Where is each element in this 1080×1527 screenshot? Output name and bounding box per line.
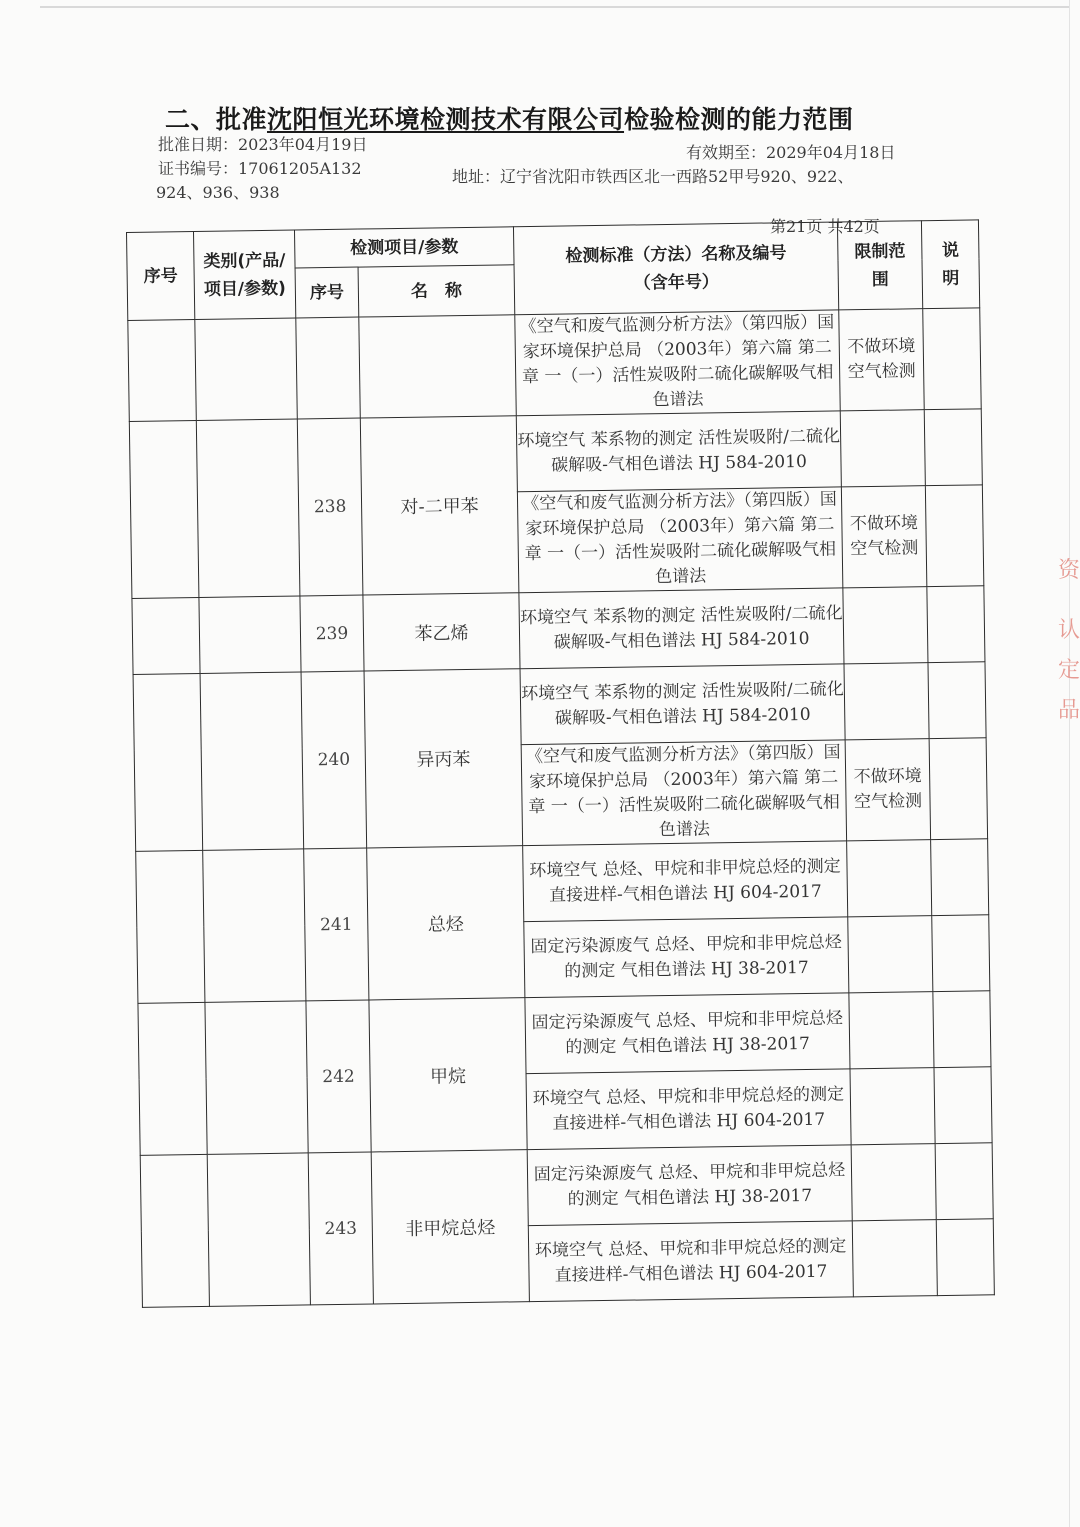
item-seq-cell: 241 xyxy=(304,848,369,1001)
title-company: 沈阳恒光环境检测技术有限公司 xyxy=(267,105,625,134)
category-cell xyxy=(207,1153,310,1306)
limit-cell xyxy=(852,1220,937,1297)
address-line-1: 地址：辽宁省沈阳市铁西区北一西路52甲号920、922、 xyxy=(452,167,854,186)
limit-cell: 不做环境空气检测 xyxy=(839,309,924,411)
item-seq-cell: 240 xyxy=(301,671,367,849)
item-name-cell: 总烃 xyxy=(367,846,525,1000)
standard-cell: 固定污染源废气 总烃、甲烷和非甲烷总烃的测定 气相色谱法 HJ 38-2017 xyxy=(527,1145,852,1226)
table-row xyxy=(132,586,985,675)
seq-cell xyxy=(129,420,199,598)
page-info: 第21页 共42页 xyxy=(770,217,880,236)
seq-cell xyxy=(128,319,196,421)
seq-cell xyxy=(138,1002,207,1155)
category-cell xyxy=(195,318,297,420)
header-category: 类别(产品/项目/参数) xyxy=(193,230,295,319)
note-cell xyxy=(928,662,986,739)
item-name-cell xyxy=(359,315,516,418)
standard-cell: 环境空气 总烃、甲烷和非甲烷总烃的测定 直接进样-气相色谱法 HJ 604-2017 xyxy=(526,1069,851,1150)
table-row xyxy=(133,662,986,751)
category-cell xyxy=(199,596,301,673)
limit-cell xyxy=(847,840,932,917)
limit-cell xyxy=(843,587,928,664)
item-name-cell: 甲烷 xyxy=(369,998,527,1152)
seq-cell xyxy=(133,673,203,851)
standard-cell: 《空气和废气监测分析方法》（第四版）国家环境保护总局 （2003年）第六篇 第二章 一（一）活性炭吸附二硫化碳解吸气相色谱法 xyxy=(515,310,840,416)
address-line-2: 924、936、938 xyxy=(156,183,280,202)
stamp-fragment: 资 xyxy=(1057,558,1080,583)
item-seq-cell: 239 xyxy=(300,595,364,672)
limit-cell xyxy=(848,916,933,993)
item-seq-cell: 243 xyxy=(308,1152,373,1305)
limit-cell: 不做环境空气检测 xyxy=(845,739,930,841)
table-row xyxy=(128,308,981,422)
note-cell xyxy=(929,738,987,840)
page-top-edge xyxy=(40,6,1070,8)
item-name-cell: 异丙苯 xyxy=(364,669,523,848)
approval-date: 批准日期：2023年04月19日 xyxy=(158,135,368,154)
standard-cell: 固定污染源废气 总烃、甲烷和非甲烷总烃的测定 气相色谱法 HJ 38-2017 xyxy=(524,917,849,998)
note-cell xyxy=(936,1219,994,1296)
standard-cell: 固定污染源废气 总烃、甲烷和非甲烷总烃的测定 气相色谱法 HJ 38-2017 xyxy=(525,993,850,1074)
limit-cell xyxy=(851,1144,936,1221)
item-seq-cell: 238 xyxy=(297,418,363,596)
table-body xyxy=(128,308,995,1308)
header-item-seq: 序号 xyxy=(295,267,359,318)
certificate-number: 证书编号：17061205A132 xyxy=(158,159,362,178)
page-right-edge xyxy=(1069,0,1070,1527)
limit-cell xyxy=(840,410,925,487)
standard-cell: 环境空气 苯系物的测定 活性炭吸附/二硫化碳解吸-气相色谱法 HJ 584-2010 xyxy=(520,664,845,745)
table-row xyxy=(140,1143,993,1232)
category-cell xyxy=(200,672,304,850)
category-cell xyxy=(203,849,306,1002)
note-cell xyxy=(931,839,989,916)
standard-cell: 《空气和废气监测分析方法》（第四版）国家环境保护总局 （2003年）第六篇 第二章 一（一）活性炭吸附二硫化碳解吸气相色谱法 xyxy=(517,487,842,593)
standard-cell: 环境空气 总烃、甲烷和非甲烷总烃的测定 直接进样-气相色谱法 HJ 604-2017 xyxy=(528,1221,853,1302)
item-seq-cell xyxy=(296,317,360,419)
category-cell xyxy=(205,1001,308,1154)
note-cell xyxy=(933,991,991,1068)
note-cell xyxy=(934,1067,992,1144)
seq-cell xyxy=(132,597,200,674)
header-limit: 限制范围 xyxy=(837,221,922,310)
title-prefix: 二、批准 xyxy=(165,105,268,134)
item-seq-cell: 242 xyxy=(306,1000,371,1153)
header-standard: 检测标准（方法）名称及编号（含年号） xyxy=(513,222,838,315)
standard-cell: 《空气和废气监测分析方法》（第四版）国家环境保护总局 （2003年）第六篇 第二章 一（一）活性炭吸附二硫化碳解吸气相色谱法 xyxy=(521,740,846,846)
category-cell xyxy=(196,419,300,597)
note-cell xyxy=(923,308,981,410)
item-name-cell: 对-二甲苯 xyxy=(360,416,519,595)
header-seq: 序号 xyxy=(127,231,195,320)
header-item-name: 名 称 xyxy=(358,265,515,317)
stamp-fragment: 品 xyxy=(1057,698,1080,723)
limit-cell xyxy=(844,663,929,740)
stamp-fragment: 认 xyxy=(1057,618,1080,643)
seq-cell xyxy=(140,1154,209,1307)
header-note: 说明 xyxy=(921,220,979,309)
capability-table xyxy=(126,219,995,1308)
limit-cell xyxy=(850,1068,935,1145)
item-name-cell: 苯乙烯 xyxy=(363,593,520,671)
note-cell xyxy=(935,1143,993,1220)
table-row xyxy=(138,991,991,1080)
limit-cell: 不做环境空气检测 xyxy=(841,486,926,588)
note-cell xyxy=(927,586,985,663)
limit-cell xyxy=(849,992,934,1069)
item-name-cell: 非甲烷总烃 xyxy=(371,1150,529,1304)
title-suffix: 检验检测的能力范围 xyxy=(624,105,854,134)
document-title xyxy=(165,100,925,136)
standard-cell: 环境空气 苯系物的测定 活性炭吸附/二硫化碳解吸-气相色谱法 HJ 584-2010 xyxy=(516,411,841,492)
standard-cell: 环境空气 苯系物的测定 活性炭吸附/二硫化碳解吸-气相色谱法 HJ 584-2010 xyxy=(519,588,844,669)
valid-until: 有效期至：2029年04月18日 xyxy=(686,143,896,162)
note-cell xyxy=(924,409,982,486)
table-row xyxy=(136,839,989,928)
header-items-group: 检测项目/参数 xyxy=(294,227,514,268)
note-cell xyxy=(932,915,990,992)
seq-cell xyxy=(136,850,205,1003)
stamp-fragment: 定 xyxy=(1057,658,1080,683)
standard-cell: 环境空气 总烃、甲烷和非甲烷总烃的测定 直接进样-气相色谱法 HJ 604-2017 xyxy=(523,841,848,922)
table-row xyxy=(129,409,982,498)
note-cell xyxy=(925,485,983,587)
